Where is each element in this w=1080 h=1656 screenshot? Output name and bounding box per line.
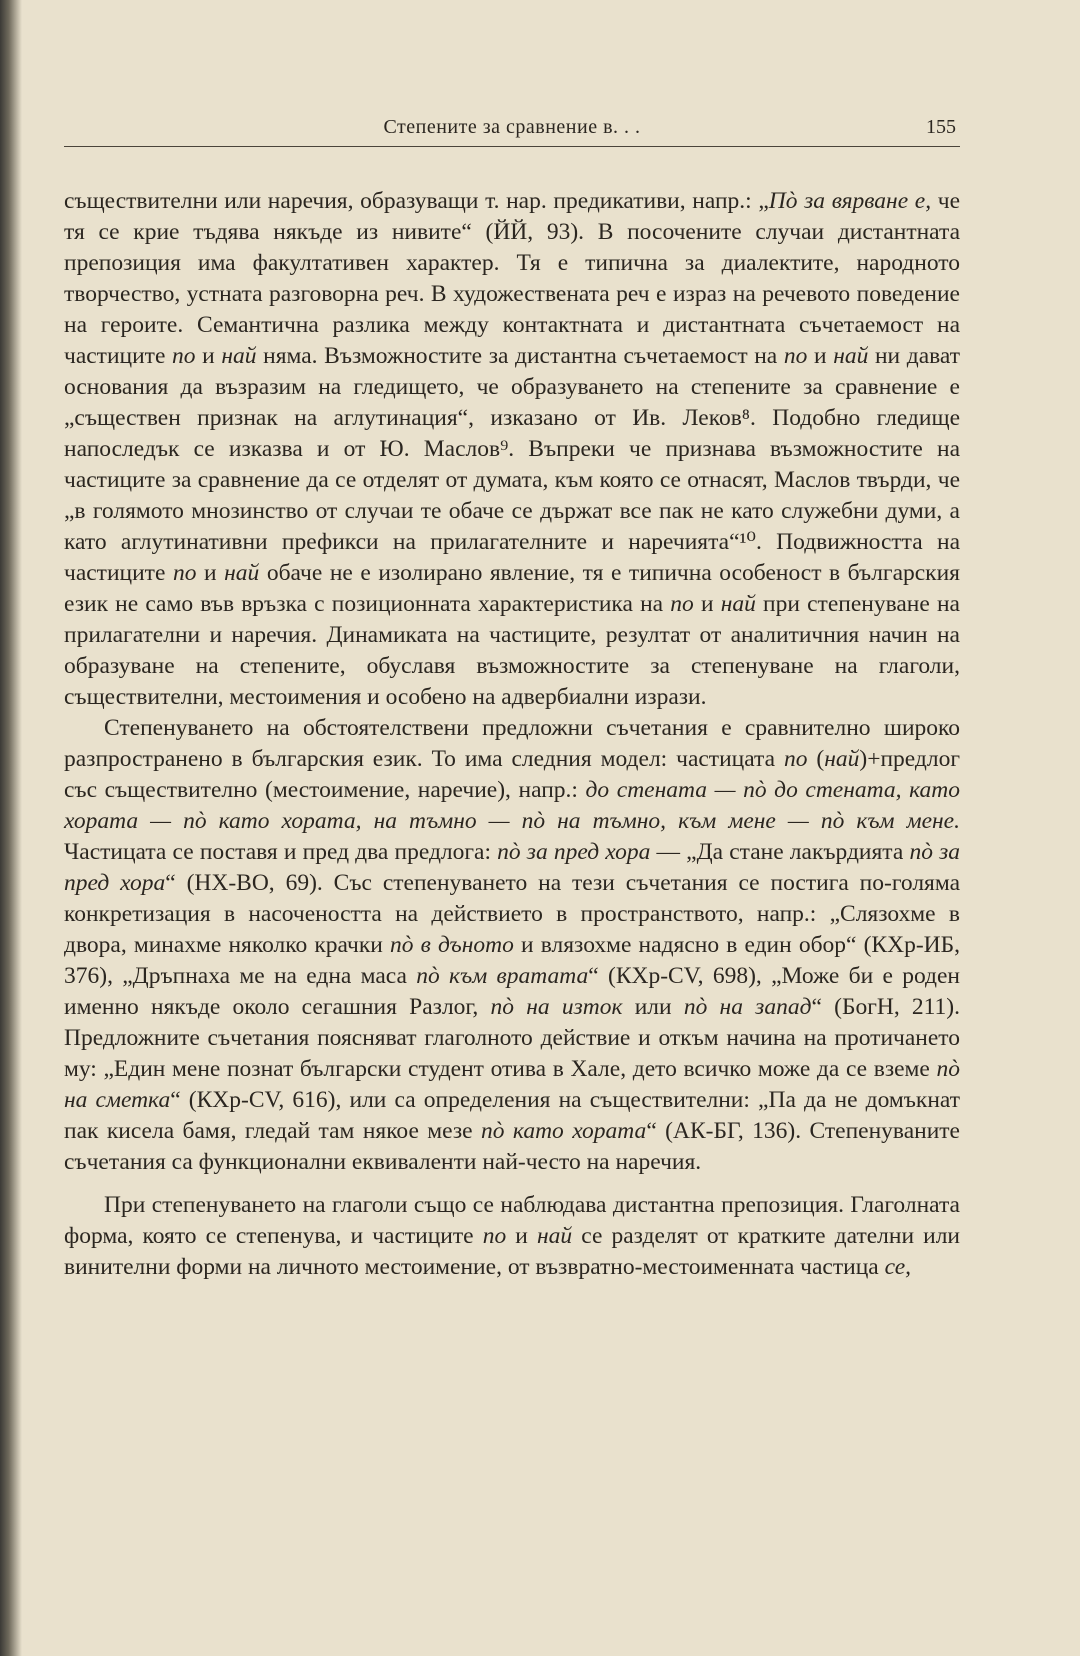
italic-text-segment: пò към вратата: [416, 963, 589, 989]
italic-text-segment: по: [172, 343, 196, 369]
italic-text-segment: пò като хората: [481, 1118, 647, 1144]
text-segment: или: [622, 994, 684, 1020]
text-segment: при степенуване на прилагателни и наречия. Динамиката на частиците, резултат от аналитичния начин на образуване на степените, обуславя възможностите за степенуване на глаголи, съществителни, местоимения и особено на адвербиални изрази.: [64, 591, 960, 710]
text-segment: обаче не е изолирано явление, тя е типична особеност в българския език не само във връзка с позиционната характеристика на: [64, 560, 960, 617]
paragraph-2: [64, 713, 960, 1178]
text-segment: Степенуването на обстоятелствени предложни съчетания е сравнително широко разпространено в българския език. То има следния модел: частицата: [64, 715, 960, 772]
paragraph-3: [64, 1190, 960, 1283]
italic-text-segment: се,: [884, 1254, 912, 1280]
text-segment: няма. Възможностите за дистантна съчетаемост на: [256, 343, 784, 369]
italic-text-segment: пò в дъното: [389, 932, 514, 958]
italic-text-segment: по: [783, 746, 808, 772]
text-segment: (: [807, 746, 825, 772]
italic-text-segment: пò за пред хора: [64, 839, 961, 896]
italic-text-segment: пò на запад: [683, 994, 812, 1020]
text-segment: и: [195, 343, 222, 369]
text-segment: и влязохме надясно в един обор“ (КХр-ИБ, 376), „Дръпнаха ме на една маса: [64, 932, 960, 989]
text-segment: “ (АК-БГ, 136). Степенуваните съчетания са функционални еквиваленти най-често на наречия.: [64, 1118, 960, 1175]
running-header: [64, 112, 960, 147]
italic-text-segment: по: [172, 560, 197, 586]
text-segment: и: [807, 343, 834, 369]
text-segment: При степенуването на глаголи също се наблюдава дистантна препозиция. Глаголната форма, която се степенува, и частиците: [64, 1192, 960, 1249]
text-segment: ни дават основания да възразим на гледището, че образуването на степените за сравнение е „съществен признак на аглутинация“, изказано от Ив. Леков⁸. Подобно гледище напоследък се изказва и от Ю. Маслов⁹. Въпреки че признава възможностите на частиците за сравнение да се отделят от думата, към която се отнасят, Маслов твърди, че „в голямото мнозинство от случаи те обаче се държат все пак не като служебни думи, а като аглутинативни префикси на прилагателните и наречията“¹⁰. Подвижността на частиците: [64, 343, 961, 586]
body-text: [64, 186, 960, 1283]
text-segment: Частицата се поставя и пред два предлога:: [64, 839, 498, 865]
page-binding-shadow: [0, 0, 22, 1656]
italic-text-segment: най: [824, 746, 860, 772]
text-segment: “ (НХ-ВО, 69). Със степенуването на тези съчетания се постига по-голяма конкретизация в насочеността на действието в пространството, напр.: „Слязохме в двора, минахме няколко крачки: [64, 870, 960, 958]
text-segment: съществителни или наречия, образуващи т. нар. предикативи, напр.: „: [64, 188, 769, 214]
text-segment: “ (КХр-СV, 698), „Може би е роден именно някъде около сегашния Разлог,: [64, 963, 960, 1020]
text-segment: че тя се крие тъдява някъде из нивите“ (ЙЙ, 93). В посочените случаи дистантната препозиция има факултативен характер. Тя е типична за диалектите, народното творчество, устната разговорна реч. В художествената реч е израз на речевото поведение на героите. Семантична разлика между контактната и дистантната съчетаемост на частиците: [64, 188, 961, 369]
italic-text-segment: по: [482, 1223, 507, 1249]
italic-text-segment: пò на изток: [490, 994, 623, 1020]
italic-text-segment: най: [833, 343, 869, 369]
text-segment: “ (КХр-СV, 616), или са определения на съществителни: „Па да не домъкнат пак кисела бамя, гледай там някое мезе: [64, 1087, 961, 1144]
italic-text-segment: Пò за вярване е,: [768, 188, 932, 214]
text-segment: — „Да стане лакърдията: [650, 839, 910, 865]
italic-text-segment: най: [221, 343, 257, 369]
italic-text-segment: пò за пред хора: [497, 839, 651, 865]
text-segment: и: [196, 560, 225, 586]
italic-text-segment: по: [670, 591, 694, 617]
italic-text-segment: най: [536, 1223, 573, 1249]
italic-text-segment: по: [783, 343, 808, 369]
italic-text-segment: най: [224, 560, 260, 586]
page-number: 155: [926, 116, 956, 138]
italic-text-segment: до стената — пò до стената, като хората — пò като хората, на тъмно — пò на тъмно, към мене — пò към мене.: [64, 777, 960, 834]
text-segment: )+предлог със съществително (местоимение, наречие), напр.:: [64, 746, 961, 803]
text-segment: и: [693, 591, 721, 617]
italic-text-segment: най: [720, 591, 756, 617]
running-title: Степените за сравнение в. . .: [383, 116, 641, 138]
text-segment: и: [506, 1223, 537, 1249]
text-segment: “ (БогН, 211). Предложните съчетания поясняват глаголното действие и откъм начина на протичането му: „Един мене познат български студент отива в Хале, дето всичко може да се вземе: [64, 994, 960, 1082]
paragraph-1: [64, 186, 960, 713]
italic-text-segment: пò на сметка: [64, 1056, 960, 1113]
text-segment: се разделят от кратките дателни или винителни форми на личното местоимение, от възвратно-местоименната частица: [64, 1223, 961, 1280]
